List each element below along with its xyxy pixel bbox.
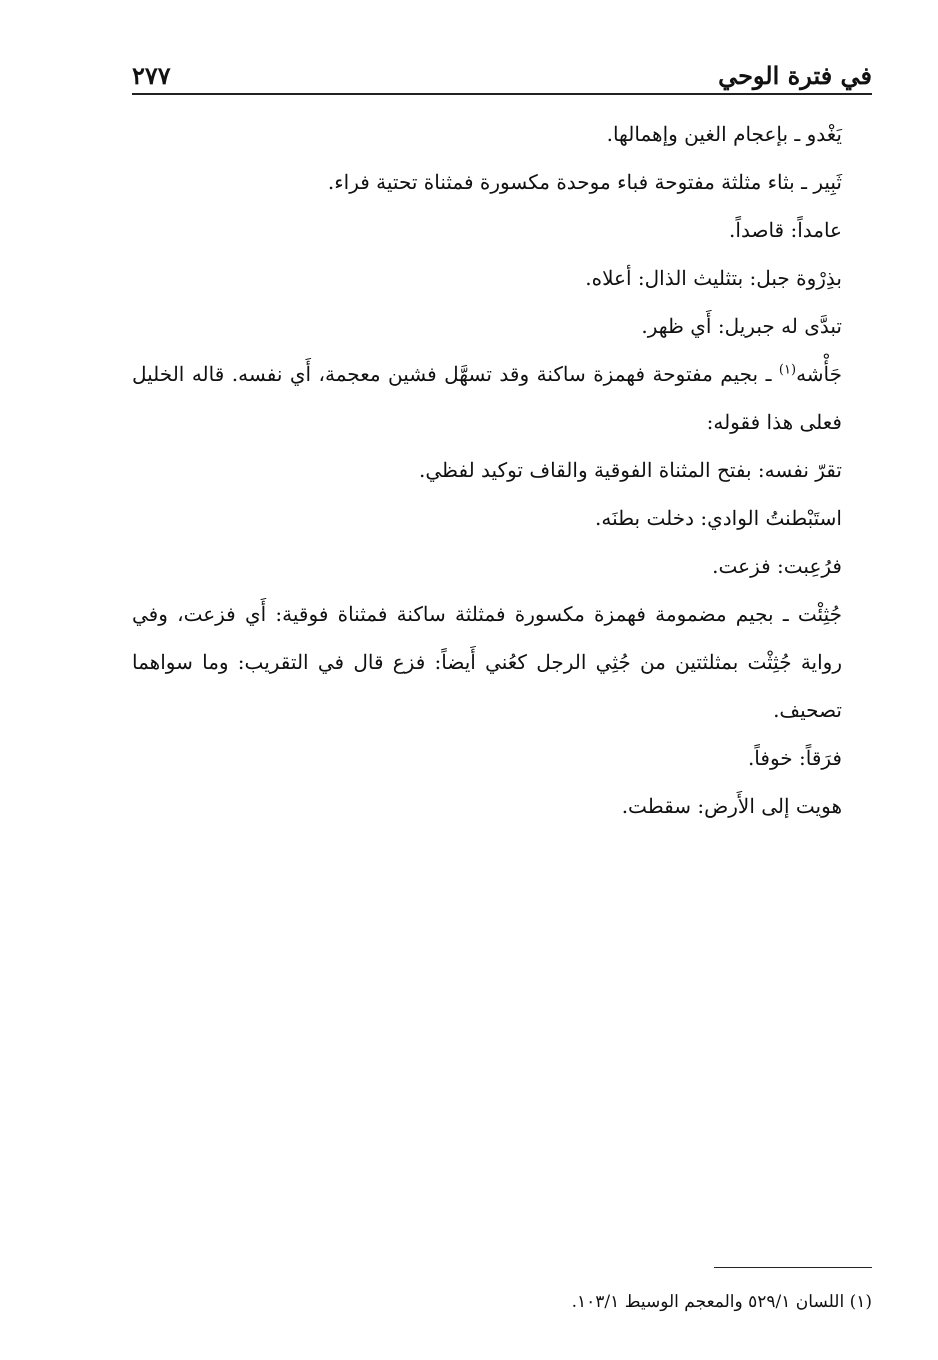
running-title: في فترة الوحي (718, 61, 872, 90)
gloss-tabadda: تبدَّى له جبريل: أَي ظهر. (641, 314, 842, 338)
header-rule (132, 93, 872, 95)
footnote-marker: (١) (778, 362, 797, 378)
gloss-ruibt: فرُعِبت: فزعت. (712, 554, 842, 578)
gloss-taqarr: تقرّ نفسه: بفتح المثناة الفوقية والقاف توكيد لفظي. (419, 458, 842, 482)
footnote-rule (714, 1267, 872, 1268)
page-body (132, 110, 872, 830)
footnote: (١) اللسان ٥٢٩/١ والمعجم الوسيط ١٠٣/١. (571, 1292, 872, 1312)
gloss-faraqan: فرَقاً: خوفاً. (747, 746, 842, 770)
gloss-yaghdu: يَغْدو ـ بإعجام الغين وإهمالها. (606, 122, 842, 146)
gloss-thabir: ثَبِير ـ بثاء مثلثة مفتوحة فباء موحدة مكسورة فمثناة تحتية فراء. (327, 170, 842, 194)
gloss-amidan: عامداً: قاصداً. (729, 218, 842, 242)
page-number: ٢٧٧ (132, 61, 171, 90)
gloss-juithtu: جُثِئْت ـ بجيم مضمومة فهمزة مكسورة فمثلثة ساكنة فمثناة فوقية: أَي فزعت، وفي رواية جُثِثْت بمثلثتين من جُثِي الرجل كعُني أَيضاً: فزع قال في التقريب: وما سواهما تصحيف. (132, 602, 842, 722)
gloss-jash (132, 350, 872, 446)
page-header (132, 56, 872, 90)
gloss-istabtant: استَبْطنتُ الوادي: دخلت بطنَه. (595, 506, 842, 530)
gloss-jash-term: جَأْشه (796, 362, 842, 386)
gloss-dhirwa: بذِرْوة جبل: بتثليث الذال: أعلاه. (585, 266, 842, 290)
gloss-jash-definition: ـ بجيم مفتوحة فهمزة ساكنة وقد تسهَّل فشين معجمة، أَي نفسه. قاله الخليل فعلى هذا فقوله: (132, 362, 842, 434)
gloss-hawayt: هويت إلى الأَرض: سقطت. (621, 794, 842, 818)
